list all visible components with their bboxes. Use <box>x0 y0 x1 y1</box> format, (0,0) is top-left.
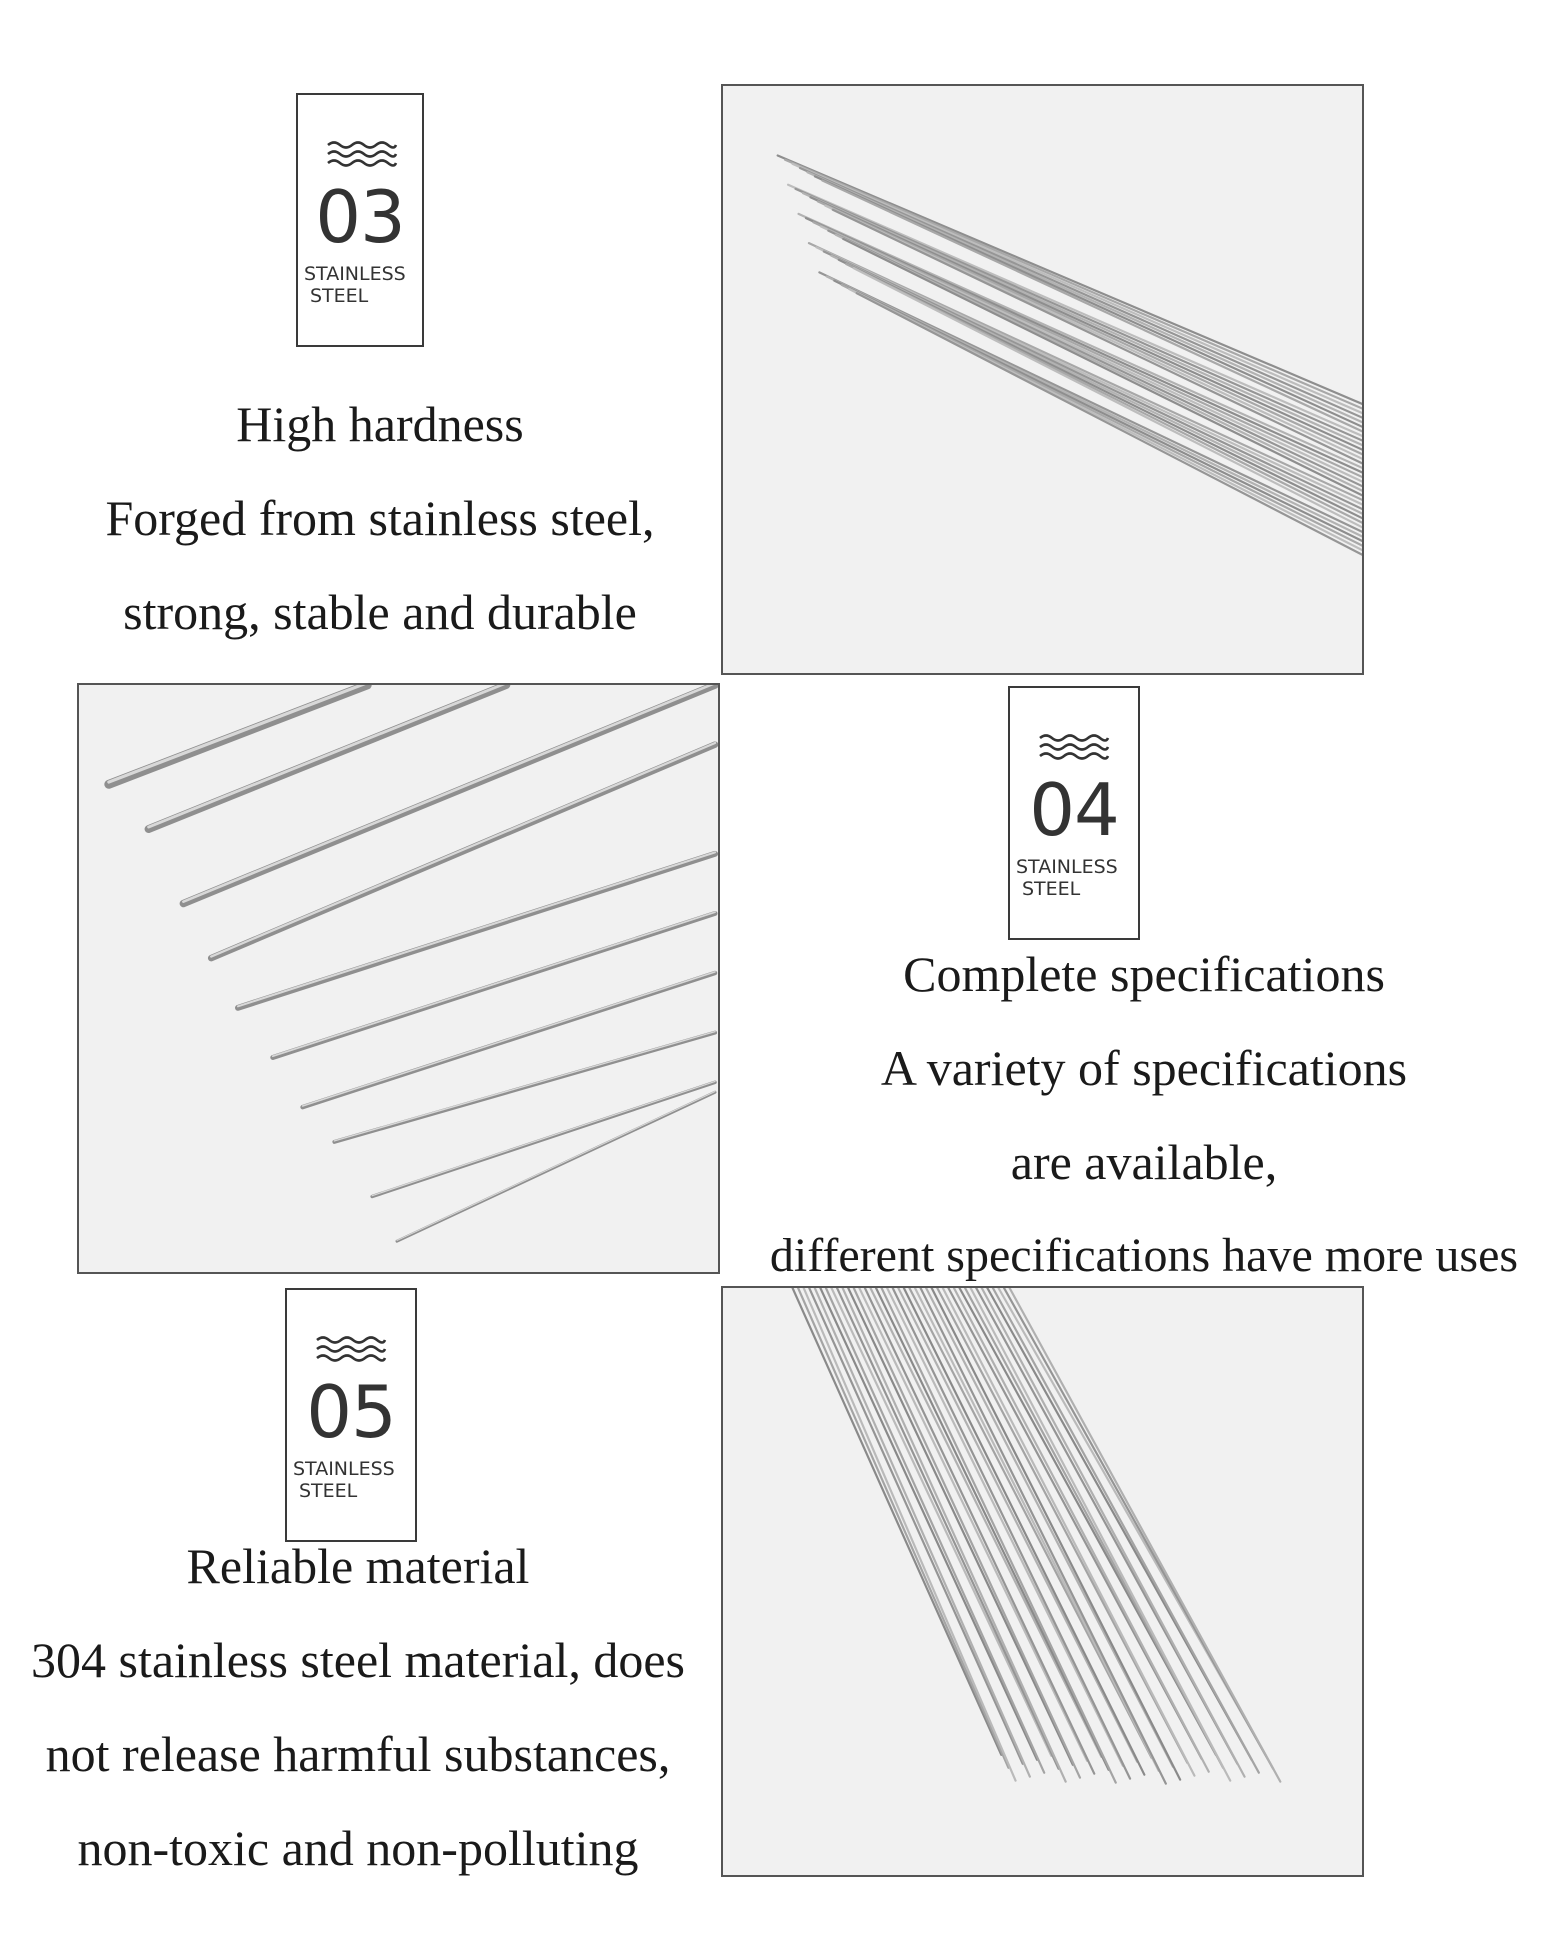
feature-05-text <box>0 1519 716 1895</box>
steel-rod <box>397 1092 715 1241</box>
steel-rod <box>815 176 1362 426</box>
steel-rod <box>273 913 715 1057</box>
steel-rod <box>993 1288 1259 1773</box>
feature-line: different specifications have more uses <box>769 1229 1519 1282</box>
wave-icon <box>326 139 398 169</box>
steel-rod <box>372 1081 715 1195</box>
feature-line: are available, <box>1010 1134 1278 1190</box>
feature-03-badge <box>296 93 424 347</box>
feature-title: High hardness <box>236 396 524 452</box>
feature-03-text <box>30 377 730 659</box>
rods-image <box>79 685 718 1272</box>
steel-rod <box>238 852 715 1006</box>
steel-rod <box>149 685 507 829</box>
steel-rod <box>833 210 1362 463</box>
steel-rod <box>843 1288 1066 1782</box>
steel-rod <box>806 218 1362 472</box>
steel-rod <box>183 685 715 904</box>
feature-number: 04 <box>1029 768 1119 852</box>
rods-image <box>723 86 1362 673</box>
steel-rod <box>303 973 715 1107</box>
feature-material: STAINLESS STEEL <box>304 263 406 307</box>
feature-04-badge <box>1008 686 1140 940</box>
steel-rod <box>334 1033 715 1142</box>
steel-rod <box>904 1288 1144 1775</box>
steel-rod <box>273 912 715 1056</box>
feature-line: 304 stainless steel material, does <box>30 1632 685 1688</box>
steel-rod <box>334 1032 715 1141</box>
feature-line: A variety of specifications <box>880 1040 1408 1096</box>
steel-rod <box>818 201 1362 454</box>
feature-05-badge <box>285 1288 417 1542</box>
wave-icon <box>1038 732 1110 762</box>
steel-rod <box>887 1288 1123 1766</box>
rods-image <box>723 1288 1362 1875</box>
feature-title: Reliable material <box>186 1538 530 1594</box>
steel-rods-photo-1 <box>721 84 1364 675</box>
feature-number: 03 <box>315 175 405 259</box>
steel-rod <box>799 214 1362 468</box>
feature-line: strong, stable and durable <box>123 584 637 640</box>
steel-rod <box>798 1288 1008 1768</box>
steel-rod <box>898 1288 1137 1762</box>
feature-line: not release harmful substances, <box>45 1726 671 1782</box>
steel-rod <box>109 685 367 784</box>
feature-material: STAINLESS STEEL <box>293 1458 395 1502</box>
steel-rod <box>1010 1288 1281 1782</box>
steel-rod <box>813 222 1362 477</box>
feature-line: non-toxic and non-polluting <box>77 1820 639 1876</box>
steel-rod <box>238 854 715 1008</box>
steel-rods-photo-3 <box>721 1286 1364 1877</box>
steel-rod <box>303 972 715 1106</box>
steel-rod <box>372 1082 715 1196</box>
wave-icon <box>315 1334 387 1364</box>
feature-material: STAINLESS STEEL <box>1016 856 1118 900</box>
steel-rod <box>843 239 1362 495</box>
feature-line: Forged from stainless steel, <box>105 490 655 546</box>
steel-rods-photo-2 <box>77 683 720 1274</box>
steel-rod <box>397 1091 715 1240</box>
steel-rod <box>822 181 1362 432</box>
feature-title: Complete specifications <box>903 946 1385 1002</box>
feature-number: 05 <box>306 1370 396 1454</box>
feature-04-text <box>720 927 1568 1303</box>
steel-rod <box>804 1288 1016 1781</box>
